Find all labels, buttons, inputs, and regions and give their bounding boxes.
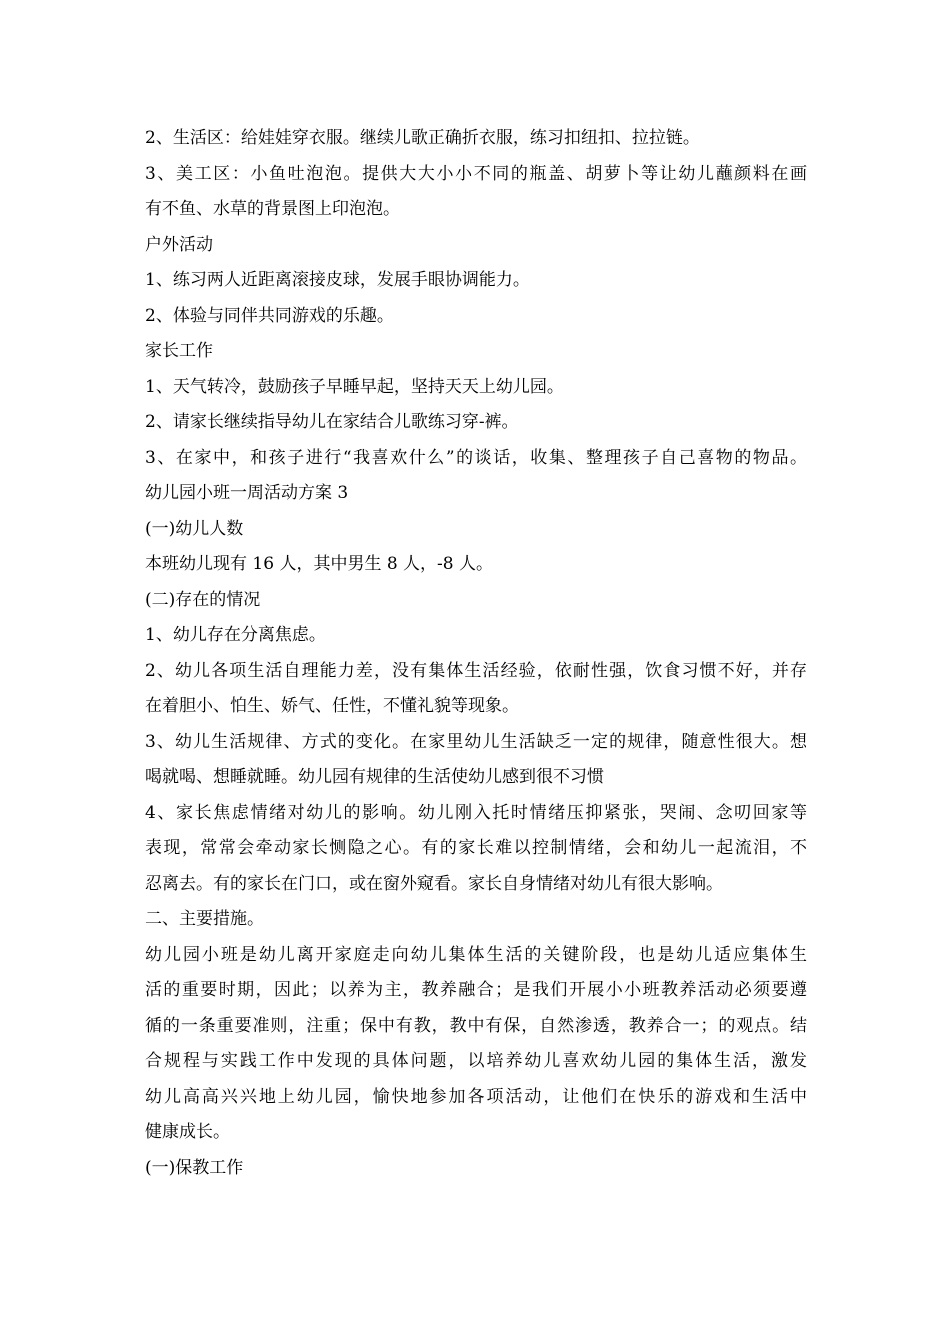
text-line: 合规程与实践工作中发现的具体问题，以培养幼儿喜欢幼儿园的集体生活，激发 bbox=[145, 1051, 807, 1071]
text-line: 喝就喝、想睡就睡。幼儿园有规律的生活使幼儿感到很不习惯 bbox=[145, 767, 604, 787]
text-line: 户外活动 bbox=[145, 234, 213, 255]
text-line: 家长工作 bbox=[145, 341, 213, 361]
text-line: 3、在家中，和孩子进行“我喜欢什么”的谈话，收集、整理孩子自己喜物的物品。 bbox=[145, 447, 807, 468]
text-line: 有不鱼、水草的背景图上印泡泡。 bbox=[145, 199, 400, 219]
text-line: 2、请家长继续指导幼儿在家结合儿歌练习穿-裤。 bbox=[145, 412, 519, 432]
text-line: 表现，常常会牵动家长恻隐之心。有的家长难以控制情绪，会和幼儿一起流泪，不 bbox=[145, 838, 807, 858]
document-body bbox=[145, 121, 807, 1186]
text-line: 本班幼儿现有 16 人，其中男生 8 人，-8 人。 bbox=[145, 554, 494, 574]
text-line: 2、幼儿各项生活自理能力差，没有集体生活经验，依耐性强，饮食习惯不好，并存 bbox=[145, 660, 807, 681]
text-line: 4、家长焦虑情绪对幼儿的影响。幼儿刚入托时情绪压抑紧张，哭闹、念叨回家等 bbox=[145, 802, 807, 823]
text-line: 3、美工区：小鱼吐泡泡。提供大大小小不同的瓶盖、胡萝卜等让幼儿蘸颜料在画 bbox=[145, 163, 807, 184]
text-line: 活的重要时期，因此；以养为主，教养融合；是我们开展小小班教养活动必须要遵 bbox=[145, 980, 807, 1000]
text-line: 1、练习两人近距离滚接皮球，发展手眼协调能力。 bbox=[145, 270, 530, 290]
text-line: 1、天气转冷，鼓励孩子早睡早起，坚持天天上幼儿园。 bbox=[145, 376, 564, 397]
text-line: 3、幼儿生活规律、方式的变化。在家里幼儿生活缺乏一定的规律，随意性很大。想 bbox=[145, 731, 807, 752]
text-line: 幼儿园小班是幼儿离开家庭走向幼儿集体生活的关键阶段，也是幼儿适应集体生 bbox=[145, 944, 807, 965]
text-line: 健康成长。 bbox=[145, 1122, 230, 1142]
text-line: (二)存在的情况 bbox=[145, 589, 261, 610]
text-line: 循的一条重要准则，注重；保中有教，教中有保，自然渗透，教养合一；的观点。结 bbox=[145, 1015, 807, 1036]
text-line: 在着胆小、怕生、娇气、任性，不懂礼貌等现象。 bbox=[145, 696, 519, 716]
text-line: 二、主要措施。 bbox=[145, 909, 264, 929]
text-line: 1、幼儿存在分离焦虑。 bbox=[145, 625, 326, 645]
text-line: (一)幼儿人数 bbox=[145, 518, 244, 539]
text-line: 2、体验与同伴共同游戏的乐趣。 bbox=[145, 305, 394, 326]
text-line: 忍离去。有的家长在门口，或在窗外窥看。家长自身情绪对幼儿有很大影响。 bbox=[145, 873, 723, 894]
text-line: 幼儿园小班一周活动方案 3 bbox=[145, 483, 349, 503]
text-line: 2、生活区：给娃娃穿衣服。继续儿歌正确折衣服，练习扣纽扣、拉拉链。 bbox=[145, 128, 700, 148]
text-line: 幼儿高高兴兴地上幼儿园，愉快地参加各项活动，让他们在快乐的游戏和生活中 bbox=[145, 1086, 807, 1107]
text-line: (一)保教工作 bbox=[145, 1157, 244, 1178]
